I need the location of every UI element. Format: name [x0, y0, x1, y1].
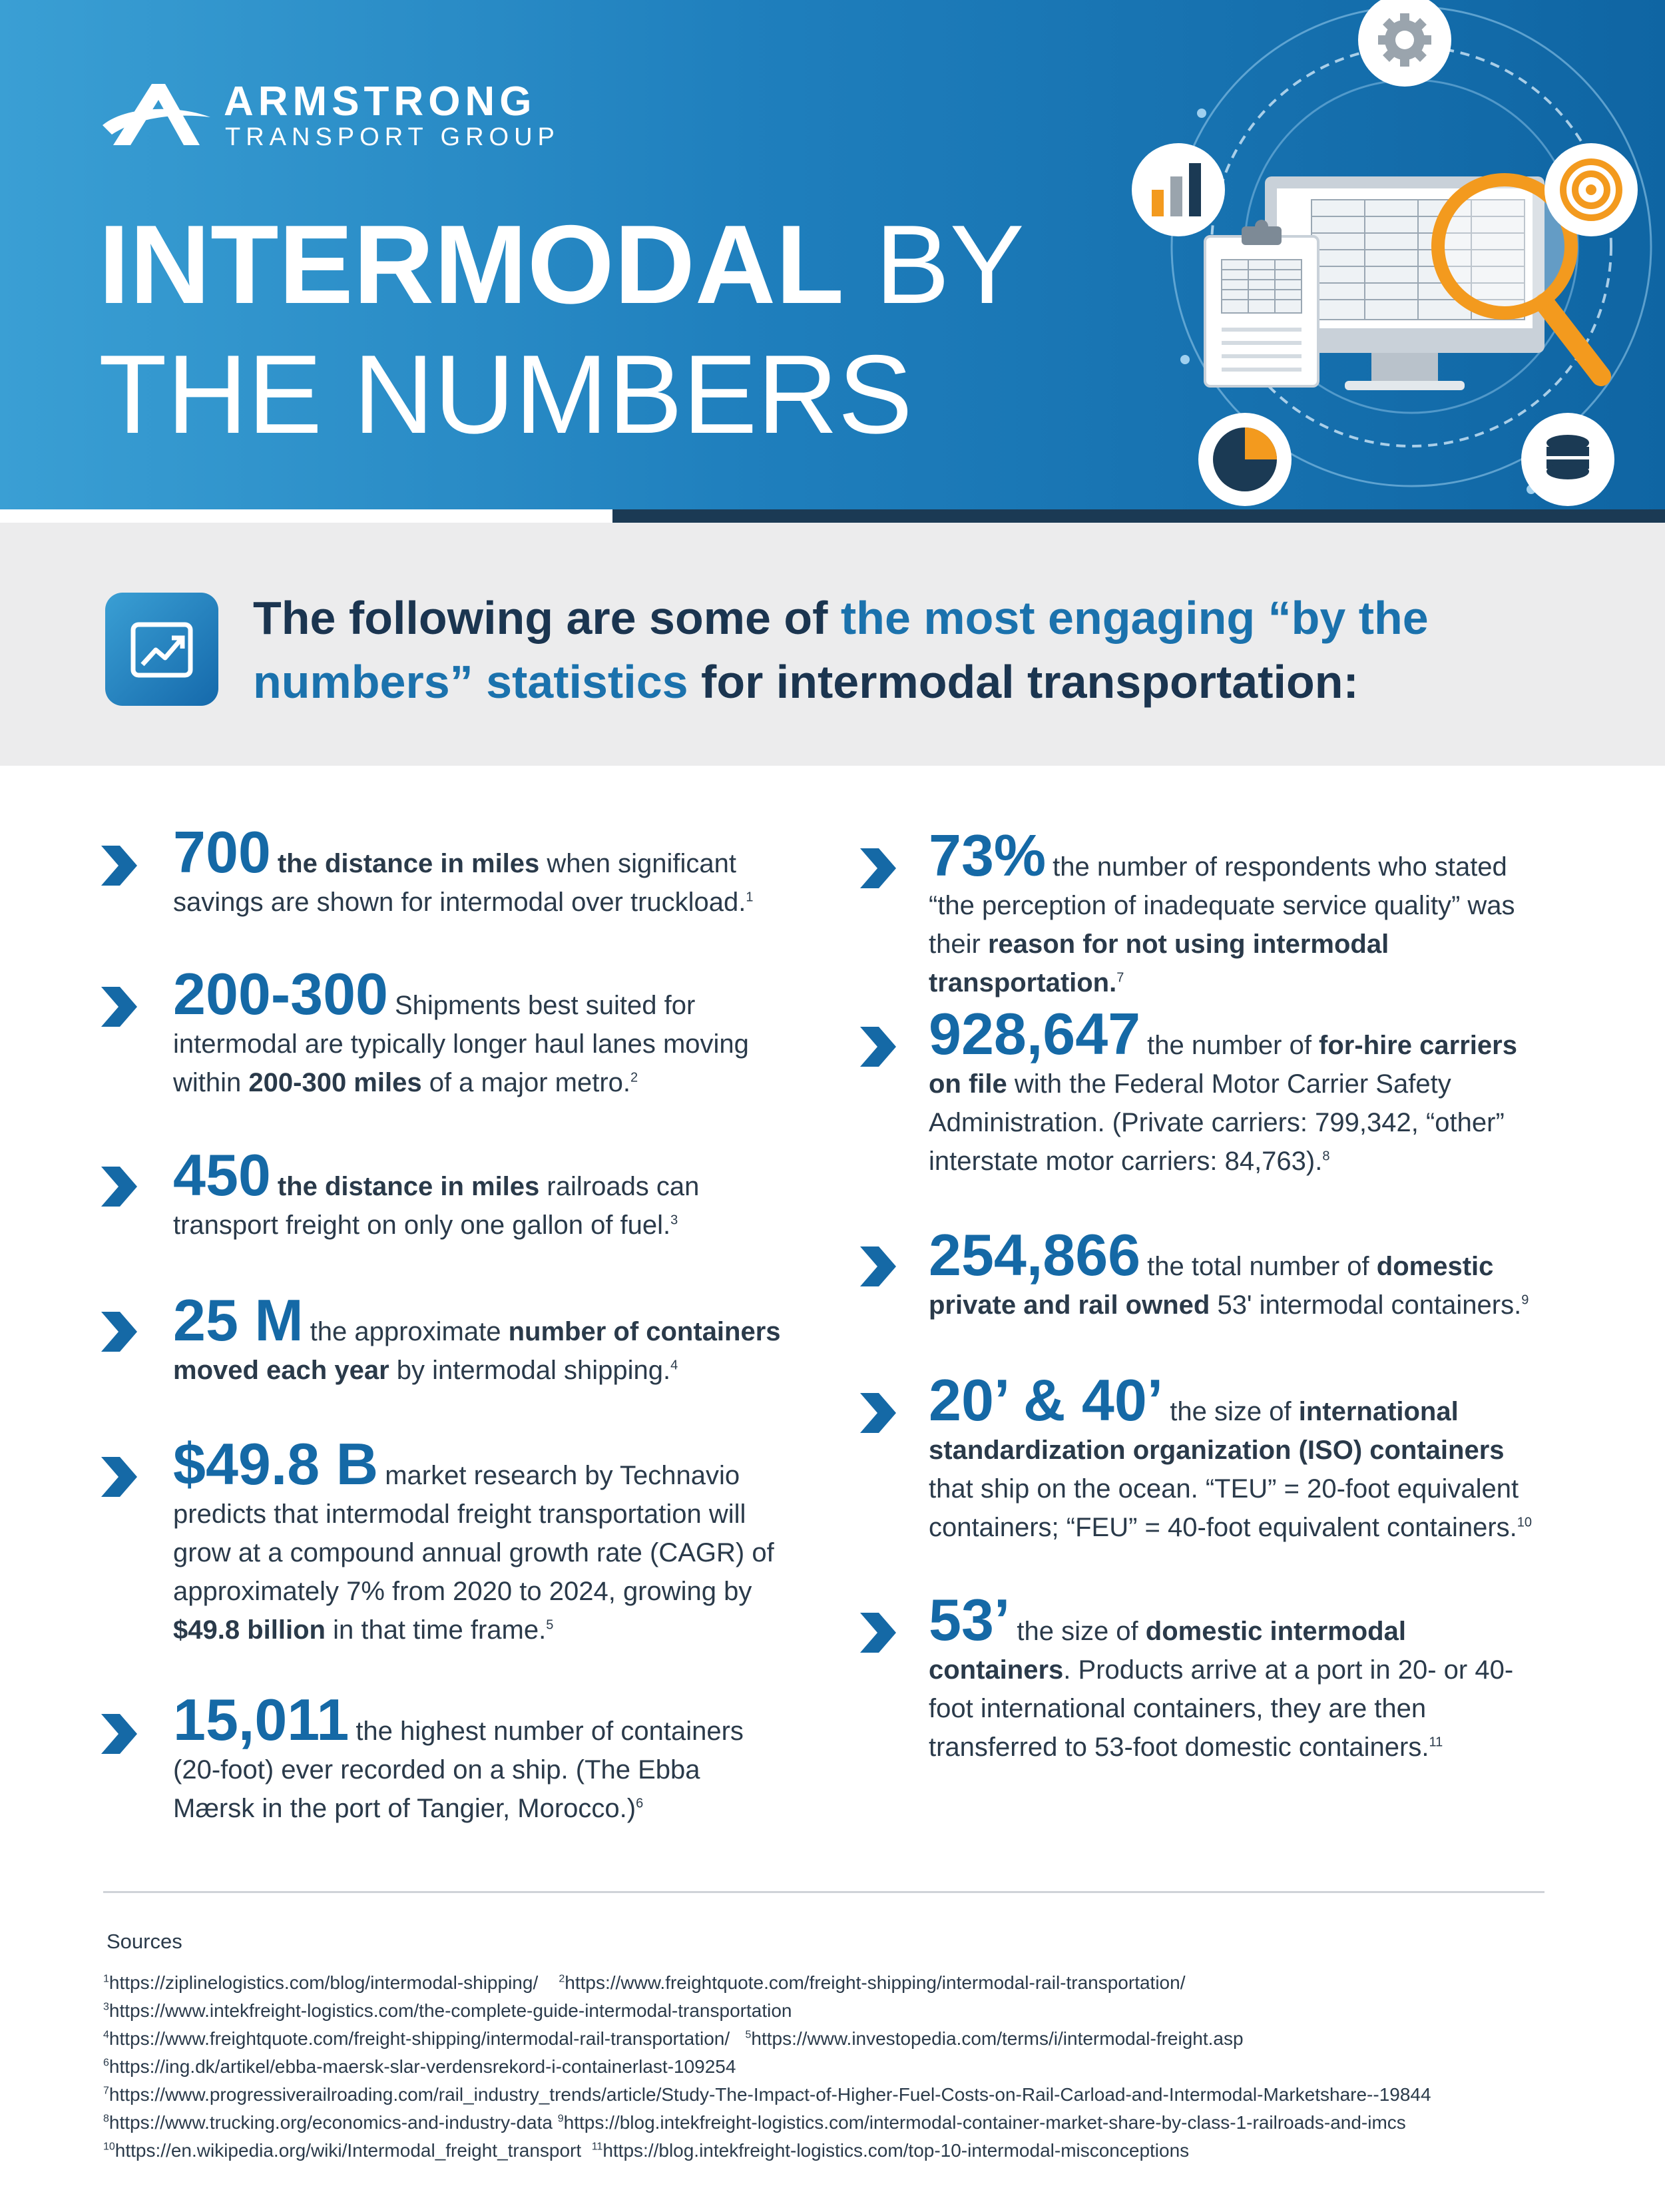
footnote-ref: 9	[1521, 1292, 1529, 1308]
stat-text: market research by Technavio predicts that intermodal freight transportation will grow at a compound annual growth rate (CAGR) of approximately 7% from 2020 to 2024, growing by	[173, 1461, 774, 1606]
source-link[interactable]: https://blog.intekfreight-logistics.com/top-10-intermodal-misconceptions	[602, 2140, 1190, 2161]
gear-icon	[1358, 0, 1451, 87]
header-banner	[0, 0, 1665, 509]
stat-number: 25 M	[173, 1287, 304, 1353]
source-link[interactable]: https://ing.dk/artikel/ebba-maersk-slar-verdensrekord-i-containerlast-109254	[109, 2056, 736, 2077]
source-link[interactable]: https://www.progressiverailroading.com/rail_industry_trends/article/Study-The-Impact-of-Higher-Fuel-Costs-on-Rail-Carload-and-Intermodal-Marketshare--19844	[109, 2084, 1431, 2105]
stat-item	[929, 1222, 1541, 1324]
footnote-ref: 3	[103, 2001, 109, 2013]
footnote-ref: 4	[670, 1358, 678, 1373]
brand-name: ARMSTRONG	[224, 79, 537, 125]
stat-bold: reason for not using intermodal transportation.	[929, 930, 1389, 997]
stat-text: the approximate	[310, 1317, 509, 1346]
brand-subtitle: TRANSPORT GROUP	[225, 123, 560, 151]
intro-part2: for intermodal transportation:	[688, 656, 1359, 708]
footnote-ref: 6	[636, 1796, 644, 1811]
database-icon	[1521, 413, 1614, 506]
stat-item	[173, 1142, 786, 1244]
footnote-ref: 4	[103, 2029, 109, 2041]
intro-headline	[253, 586, 1551, 714]
stat-item	[173, 819, 786, 922]
stat-item	[929, 1587, 1541, 1767]
divider	[103, 1891, 1545, 1893]
armstrong-logo-icon	[100, 79, 213, 152]
stat-number: 928,647	[929, 1001, 1141, 1067]
stat-number: $49.8 B	[173, 1431, 379, 1497]
intro-part1: The following are some of	[253, 592, 841, 644]
source-line	[103, 2137, 1189, 2164]
title-line-2: THE NUMBERS	[99, 332, 913, 457]
chevron-right-icon	[859, 1245, 897, 1288]
stat-text: the highest number of containers (20-foot) ever recorded on a ship. (The Ebba Mærsk in the port of Tangier, Morocco.)	[173, 1717, 744, 1823]
stat-text: with the Federal Motor Carrier Safety Administration. (Private carriers: 799,342, “other” interstate motor carriers: 84,763).	[929, 1069, 1505, 1176]
footnote-ref: 6	[103, 2057, 109, 2069]
footnote-ref: 1	[746, 890, 754, 905]
source-link[interactable]: https://www.freightquote.com/freight-shipping/intermodal-rail-transportation/	[109, 2028, 730, 2049]
source-link[interactable]: https://en.wikipedia.org/wiki/Intermodal_freight_transport	[115, 2140, 582, 2161]
chevron-right-icon	[100, 1310, 138, 1353]
stat-number: 73%	[929, 822, 1047, 888]
stat-text: the size of	[1017, 1617, 1146, 1646]
stat-bold: for-hire carriers on file	[929, 1031, 1517, 1099]
source-line	[103, 2026, 1244, 2052]
footnote-ref: 11	[591, 2141, 603, 2153]
stat-item	[173, 961, 786, 1102]
header-accent-band	[612, 509, 1665, 523]
stat-item	[929, 1367, 1541, 1547]
clipboard-icon	[1205, 220, 1318, 386]
stat-number: 200-300	[173, 961, 388, 1027]
footnote-ref: 7	[1116, 970, 1124, 985]
chevron-right-icon	[859, 847, 897, 890]
brand-logo[interactable]	[100, 79, 593, 152]
source-link[interactable]: https://www.freightquote.com/freight-shipping/intermodal-rail-transportation/	[565, 1972, 1186, 1993]
footnote-ref: 11	[1429, 1735, 1443, 1750]
stat-number: 53’	[929, 1587, 1011, 1653]
source-link[interactable]: https://blog.intekfreight-logistics.com/intermodal-container-market-share-by-class-1-railroads-and-imcs	[563, 2112, 1406, 2133]
stat-text: the number of	[1147, 1031, 1319, 1060]
title-bold: INTERMODAL	[99, 202, 844, 327]
chevron-right-icon	[100, 1713, 138, 1755]
footnote-ref: 2	[559, 1973, 565, 1985]
stat-text: of a major metro.	[421, 1068, 631, 1097]
stat-bold: number of containers moved each year	[173, 1317, 781, 1385]
intro-section	[0, 523, 1665, 766]
chevron-right-icon	[100, 1165, 138, 1208]
source-link[interactable]: https://www.trucking.org/economics-and-industry-data	[109, 2112, 553, 2133]
stat-text: the number of respondents who stated “the perception of inadequate service quality” was their	[929, 852, 1515, 959]
chevron-right-icon	[859, 1392, 897, 1434]
stat-number: 15,011	[173, 1687, 350, 1753]
stat-number: 700	[173, 819, 271, 885]
source-line	[103, 1970, 1185, 1996]
footnote-ref: 10	[1517, 1515, 1533, 1530]
stat-bold: $49.8 billion	[173, 1615, 326, 1645]
stat-text: the total number of	[1147, 1252, 1377, 1281]
stat-item	[929, 822, 1541, 1002]
stat-bold: the distance in miles	[277, 1172, 540, 1201]
footnote-ref: 5	[745, 2029, 752, 2041]
footnote-ref: 2	[630, 1070, 638, 1085]
stat-item	[929, 1001, 1541, 1181]
stat-item	[173, 1287, 786, 1390]
stat-text: that ship on the ocean. “TEU” = 20-foot equivalent containers; “FEU” = 40-foot equivalent containers.	[929, 1474, 1519, 1542]
footnote-ref: 9	[557, 2113, 564, 2125]
stat-text: Shipments best suited for intermodal are typically longer haul lanes moving within	[173, 991, 749, 1097]
sources-title: Sources	[107, 1930, 182, 1953]
stat-number: 254,866	[929, 1222, 1141, 1288]
source-line	[103, 2109, 1406, 2136]
footnote-ref: 7	[103, 2085, 109, 2097]
stat-bold: domestic private and rail owned	[929, 1252, 1494, 1320]
stat-bold: 200-300 miles	[248, 1068, 422, 1097]
target-icon	[1545, 143, 1638, 236]
page-title	[99, 200, 1025, 459]
stat-item	[173, 1431, 786, 1649]
intro-highlight: the most engaging “by the numbers” statistics	[253, 592, 1429, 708]
stat-text: railroads can transport freight on only one gallon of fuel.	[173, 1172, 700, 1240]
stat-text: 53' intermodal containers.	[1210, 1290, 1522, 1320]
header-illustration	[1105, 0, 1665, 509]
source-line	[103, 1998, 792, 2024]
source-link[interactable]: https://ziplinelogistics.com/blog/intermodal-shipping/	[109, 1972, 539, 1993]
bar-chart-icon	[1132, 143, 1225, 236]
source-line	[103, 2054, 736, 2080]
chevron-right-icon	[100, 1456, 138, 1498]
footnote-ref: 8	[103, 2113, 109, 2125]
trend-chart-icon	[105, 593, 218, 706]
stat-bold: domestic intermodal containers	[929, 1617, 1406, 1685]
stat-number: 450	[173, 1142, 271, 1208]
chevron-right-icon	[100, 844, 138, 887]
stat-text: by intermodal shipping.	[389, 1356, 671, 1385]
source-link[interactable]: https://www.investopedia.com/terms/i/intermodal-freight.asp	[751, 2028, 1244, 2049]
stat-bold: the distance in miles	[277, 849, 540, 878]
source-line	[103, 2081, 1431, 2108]
pie-chart-icon	[1198, 413, 1292, 506]
footnote-ref: 3	[670, 1213, 678, 1228]
stat-item	[173, 1687, 786, 1828]
footnote-ref: 1	[103, 1973, 109, 1985]
chevron-right-icon	[859, 1611, 897, 1654]
footnote-ref: 10	[103, 2141, 115, 2153]
stat-text: . Products arrive at a port in 20- or 40-foot international containers, they are then transferred to 53-foot domestic containers.	[929, 1655, 1514, 1762]
stat-text: the size of	[1170, 1397, 1299, 1426]
stat-text: in that time frame.	[325, 1615, 547, 1645]
footnote-ref: 5	[546, 1617, 554, 1633]
chevron-right-icon	[859, 1025, 897, 1068]
title-rest: BY	[875, 202, 1025, 327]
footnote-ref: 8	[1322, 1149, 1330, 1164]
stat-number: 20’ & 40’	[929, 1367, 1164, 1433]
stat-text: when significant savings are shown for intermodal over truckload.	[173, 849, 746, 917]
chevron-right-icon	[100, 985, 138, 1028]
source-link[interactable]: https://www.intekfreight-logistics.com/the-complete-guide-intermodal-transportation	[109, 2000, 792, 2021]
stat-bold: international standardization organization (ISO) containers	[929, 1397, 1505, 1465]
